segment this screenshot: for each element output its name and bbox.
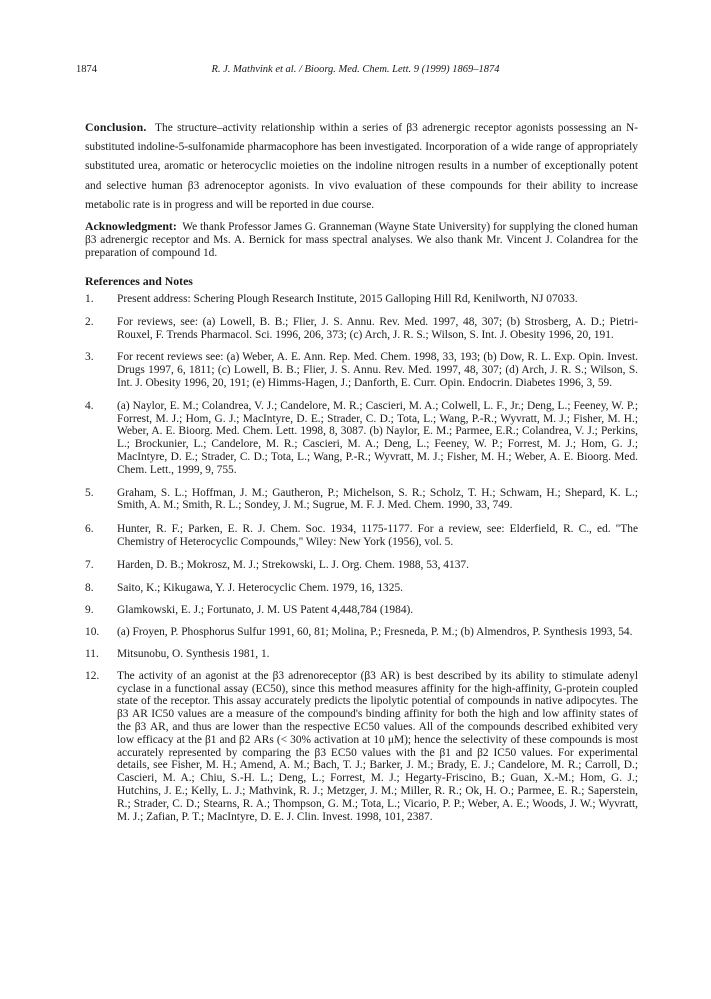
reference-number: 4. <box>85 399 94 412</box>
acknowledgment-text: We thank Professor James G. Granneman (Wayne State University) for supplying the cloned human β3 adrenergic receptor and Ms. A. Bernick for mass spectral analyses. We also thank Mr. Vincent J. Colandrea for the preparation of compound 1d. <box>85 221 638 259</box>
conclusion-paragraph <box>85 118 638 215</box>
reference-number: 10. <box>85 626 100 639</box>
reference-number: 6. <box>85 523 94 536</box>
acknowledgment-heading: Acknowledgment: <box>85 219 177 233</box>
page-number: 1874 <box>76 64 97 75</box>
reference-item <box>85 582 638 595</box>
reference-number: 5. <box>85 486 94 499</box>
reference-text: Harden, D. B.; Mokrosz, M. J.; Strekowski, L. J. Org. Chem. 1988, 53, 4137. <box>117 558 469 571</box>
reference-item <box>85 626 638 639</box>
reference-text: (a) Froyen, P. Phosphorus Sulfur 1991, 60, 81; Molina, P.; Fresneda, P. M.; (b) Almendros, P. Synthesis 1993, 54. <box>117 626 633 639</box>
reference-number: 11. <box>85 647 99 660</box>
reference-text: (a) Naylor, E. M.; Colandrea, V. J.; Candelore, M. R.; Cascieri, M. A.; Colwell, L. F., Jr.; Deng, L.; Feeney, W. P.; Forrest, M. J.; Hom, G. J.; MacIntyre, D. E.; Strader, C. D.; Tota, L.; Wang, P.-R.; Wyvratt, M. J.; Fisher, M. H.; Weber, A. E. Bioorg. Med. Chem. Lett. 1998, 8, 3087. (b) Naylor, E. M.; Parmee, E.R.; Colandrea, V. J.; Perkins, L.; Brockunier, L.; Candelore, M. R.; Cascieri, M. A.; Deng, L.; Feeney, W. P.; Forrest, M. J.; Hom, G. J.; MacIntyre, D. E.; Strader, C. D.; Tota, L.; Wang, P.-R.; Wyvratt, M. J.; Fisher, M. H.; Weber, A. E. Bioorg. Med. Chem. Lett., 1999, 9, 755. <box>117 399 638 476</box>
reference-text: For reviews, see: (a) Lowell, B. B.; Flier, J. S. Annu. Rev. Med. 1997, 48, 307; (b) Strosberg, A. D.; Pietri-Rouxel, F. Trends Pharmacol. Sci. 1996, 206, 373; (c) Arch, J. R. S.; Wilson, S. Int. J. Obesity 1996, 20, 191. <box>117 315 638 341</box>
reference-text: Glamkowski, E. J.; Fortunato, J. M. US Patent 4,448,784 (1984). <box>117 604 414 617</box>
references-list <box>85 293 638 833</box>
reference-text: Saito, K.; Kikugawa, Y. J. Heterocyclic Chem. 1979, 16, 1325. <box>117 581 403 594</box>
reference-number: 9. <box>85 604 94 617</box>
reference-number: 7. <box>85 558 94 571</box>
reference-number: 12. <box>85 669 100 682</box>
references-heading: References and Notes <box>85 274 193 288</box>
reference-text: Present address: Schering Plough Research Institute, 2015 Galloping Hill Rd, Kenilworth, NJ 07033. <box>117 293 578 305</box>
reference-item <box>85 351 638 389</box>
reference-item <box>85 487 638 513</box>
reference-item <box>85 400 638 477</box>
conclusion-heading: Conclusion. <box>85 120 147 134</box>
acknowledgment-paragraph <box>85 220 638 259</box>
reference-item <box>85 293 638 306</box>
reference-text: Hunter, R. F.; Parken, E. R. J. Chem. Soc. 1934, 1175-1177. For a review, see: Elderfield, R. C., ed. "The Chemistry of Heterocyclic Compounds," Wiley: New York (1956), vol. 5. <box>117 523 638 548</box>
reference-item <box>85 670 638 824</box>
reference-number: 8. <box>85 581 94 594</box>
reference-item <box>85 648 638 661</box>
reference-number: 3. <box>85 351 94 364</box>
reference-number: 2. <box>85 315 94 328</box>
reference-text: For recent reviews see: (a) Weber, A. E. Ann. Rep. Med. Chem. 1998, 33, 193; (b) Dow, R. L. Exp. Opin. Invest. Drugs 1997, 6, 1811; (c) Lowell, B. B.; Flier, J. S. Annu. Rev. Med. 1997, 48, 307; (d) Arch, J. R. S.; Wilson, S. Int. J. Obesity 1996, 20, 191; (e) Himms-Hagen, J.; Danforth, E. Curr. Opin. Endocrin. Diabetes 1996, 3, 59. <box>117 351 638 389</box>
reference-item <box>85 523 638 549</box>
reference-item <box>85 559 638 572</box>
reference-text: Mitsunobu, O. Synthesis 1981, 1. <box>117 647 270 660</box>
running-head: R. J. Mathvink et al. / Bioorg. Med. Chem. Lett. 9 (1999) 1869–1874 <box>211 64 500 75</box>
reference-item <box>85 604 638 617</box>
conclusion-text: The structure–activity relationship within a series of β3 adrenergic receptor agonists possessing an N-substituted indoline-5-sulfonamide pharmacophore has been investigated. Incorporation of a wide range of appropriately substituted urea, aromatic or heterocyclic moieties on the indoline nitrogen results in a number of exceptionally potent and selective human β3 adrenoceptor agonists. In vivo evaluation of these compounds for their ability to increase metabolic rate is in progress and will be reported in due course. <box>85 122 638 211</box>
reference-number: 1. <box>85 293 94 305</box>
reference-text: Graham, S. L.; Hoffman, J. M.; Gautheron, P.; Michelson, S. R.; Scholz, T. H.; Schwam, H.; Shepard, K. L.; Smith, A. M.; Smith, R. L.; Sondey, J. M.; Sugrue, M. F. J. Med. Chem. 1990, 33, 749. <box>117 486 638 512</box>
reference-text: The activity of an agonist at the β3 adrenoreceptor (β3 AR) is best described by its ability to stimulate adenyl cyclase in a functional assay (EC50), since this method measures affinity for the high-affinity, G-protein coupled state of the receptor. This assay accurately predicts the lipolytic potential of compounds in native adipocytes. The β3 AR IC50 values are a measure of the compound's binding affinity for both the high and low affinity states of the β3 AR, and thus are lower than the respective EC50 values. All of the compounds described exhibited very low efficacy at the β1 and β2 ARs (< 30% activation at 10 μM); hence the selectivity of these compounds is most accurately represented by comparing the β3 EC50 values with the β1 and β2 IC50 values. For experimental details, see Fisher, M. H.; Amend, A. M.; Bach, T. J.; Barker, J. M.; Brady, E. J.; Candelore, M. R.; Carroll, D.; Cascieri, M. A.; Chiu, S.-H. L.; Deng, L.; Forrest, M. J.; Hegarty-Friscino, B.; Guan, X.-M.; Hom, G. J.; Hutchins, J. E.; Kelly, L. J.; Mathvink, R. J.; Metzger, J. M.; Miller, R. R.; Ok, H. O.; Parmee, E. R.; Saperstein, R.; Strader, C. D.; Stearns, R. A.; Thompson, G. M.; Tota, L.; Vicario, P. P.; Weber, A. E.; Woods, J. W.; Wyvratt, M. J.; Zafian, P. T.; MacIntyre, D. E. J. Clin. Invest. 1998, 101, 2387. <box>117 669 638 823</box>
reference-item <box>85 316 638 342</box>
